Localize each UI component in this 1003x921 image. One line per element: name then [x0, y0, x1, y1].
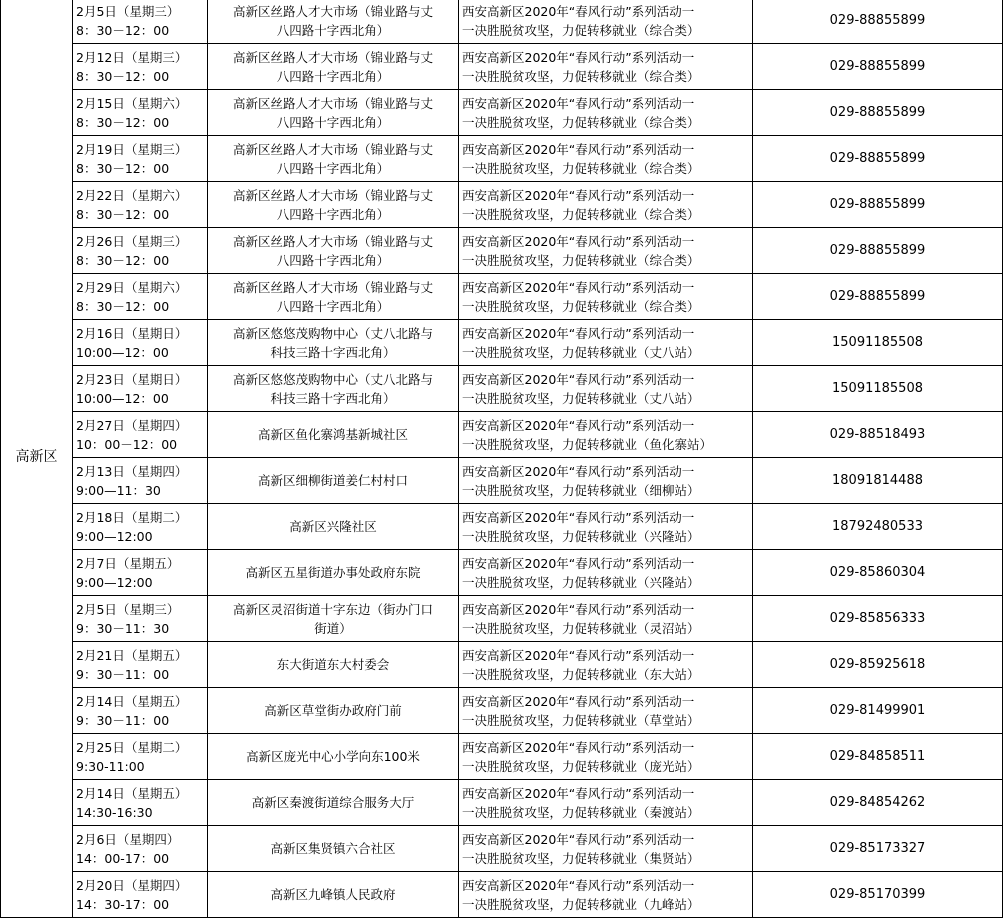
schedule-table-body	[1, 0, 1003, 918]
location-text: 高新区丝路人才大市场（锦业路与丈	[232, 95, 433, 111]
location-text: 高新区悠悠茂购物中心（丈八北路与	[232, 371, 433, 387]
date-time-cell	[73, 182, 208, 228]
location-text-line2: 八四路十字西北角）	[276, 22, 390, 38]
table-row	[1, 228, 1003, 274]
activity-text: 西安高新区2020年“春风行动”系列活动一	[462, 279, 695, 295]
phone-cell	[753, 366, 1003, 412]
location-text: 高新区丝路人才大市场（锦业路与丈	[232, 233, 433, 249]
activity-text-line2: 一决胜脱贫攻坚，力促转移就业（东大站）	[462, 666, 700, 682]
phone-text: 029-81499901	[829, 703, 926, 718]
time-text: 9:30-11:00	[76, 758, 145, 774]
table-row	[1, 596, 1003, 642]
activity-cell	[459, 320, 753, 366]
table-row	[1, 504, 1003, 550]
phone-cell	[753, 642, 1003, 688]
activity-text: 西安高新区2020年“春风行动”系列活动一	[462, 785, 695, 801]
date-time-cell	[73, 780, 208, 826]
date-text: 2月29日（星期六）	[76, 279, 188, 295]
location-text: 高新区秦渡街道综合服务大厅	[251, 795, 415, 810]
location-text-line2: 科技三路十字西北角）	[270, 390, 396, 406]
date-time-cell	[73, 0, 208, 44]
table-row	[1, 550, 1003, 596]
location-text-line2: 八四路十字西北角）	[276, 114, 390, 130]
activity-cell	[459, 596, 753, 642]
activity-cell	[459, 412, 753, 458]
activity-text-line2: 一决胜脱贫攻坚，力促转移就业（集贤站）	[462, 850, 700, 866]
time-text: 9：30－11：00	[76, 666, 170, 682]
date-time-cell	[73, 642, 208, 688]
location-cell	[208, 366, 459, 412]
date-text: 2月21日（星期五）	[76, 647, 188, 663]
activity-cell	[459, 136, 753, 182]
location-cell	[208, 458, 459, 504]
location-text-line2: 八四路十字西北角）	[276, 68, 390, 84]
activity-cell	[459, 780, 753, 826]
location-cell	[208, 274, 459, 320]
phone-text: 15091185508	[832, 381, 923, 396]
location-text: 高新区丝路人才大市场（锦业路与丈	[232, 279, 433, 295]
location-cell	[208, 872, 459, 918]
phone-text: 029-85173327	[829, 841, 926, 856]
phone-text: 029-85925618	[829, 657, 926, 672]
date-time-cell	[73, 458, 208, 504]
activity-text-line2: 一决胜脱贫攻坚，力促转移就业（综合类）	[462, 68, 700, 84]
date-time-cell	[73, 688, 208, 734]
date-time-cell	[73, 412, 208, 458]
table-row	[1, 412, 1003, 458]
table-row	[1, 366, 1003, 412]
activity-cell	[459, 44, 753, 90]
date-time-cell	[73, 274, 208, 320]
table-row	[1, 182, 1003, 228]
activity-text-line2: 一决胜脱贫攻坚，力促转移就业（兴隆站）	[462, 528, 700, 544]
location-text: 高新区兴隆社区	[289, 519, 377, 534]
phone-cell	[753, 734, 1003, 780]
phone-text: 029-85860304	[829, 565, 926, 580]
date-text: 2月25日（星期二）	[76, 739, 188, 755]
activity-cell	[459, 228, 753, 274]
phone-text: 029-88855899	[829, 59, 926, 74]
location-text-line2: 八四路十字西北角）	[276, 298, 390, 314]
location-text: 东大街道东大村委会	[276, 657, 390, 672]
phone-cell	[753, 0, 1003, 44]
date-time-cell	[73, 366, 208, 412]
activity-text-line2: 一决胜脱贫攻坚，力促转移就业（综合类）	[462, 206, 700, 222]
activity-text: 西安高新区2020年“春风行动”系列活动一	[462, 831, 695, 847]
activity-text-line2: 一决胜脱贫攻坚，力促转移就业（综合类）	[462, 252, 700, 268]
phone-text: 029-88855899	[829, 243, 926, 258]
location-cell	[208, 136, 459, 182]
time-text: 8：30－12：00	[76, 68, 170, 84]
activity-text-line2: 一决胜脱贫攻坚，力促转移就业（细柳站）	[462, 482, 700, 498]
activity-text: 西安高新区2020年“春风行动”系列活动一	[462, 95, 695, 111]
activity-text-line2: 一决胜脱贫攻坚，力促转移就业（综合类）	[462, 22, 700, 38]
location-text-line2: 八四路十字西北角）	[276, 206, 390, 222]
activity-text-line2: 一决胜脱贫攻坚，力促转移就业（庞光站）	[462, 758, 700, 774]
phone-cell	[753, 596, 1003, 642]
time-text: 8：30－12：00	[76, 160, 170, 176]
table-row	[1, 642, 1003, 688]
table-row	[1, 44, 1003, 90]
phone-text: 029-85170399	[829, 887, 926, 902]
phone-cell	[753, 458, 1003, 504]
activity-cell	[459, 90, 753, 136]
activity-text-line2: 一决胜脱贫攻坚，力促转移就业（草堂站）	[462, 712, 700, 728]
activity-text-line2: 一决胜脱贫攻坚，力促转移就业（丈八站）	[462, 344, 700, 360]
location-cell	[208, 642, 459, 688]
phone-text: 029-88855899	[829, 289, 926, 304]
phone-text: 029-88855899	[829, 151, 926, 166]
activity-cell	[459, 688, 753, 734]
table-row	[1, 458, 1003, 504]
date-text: 2月22日（星期六）	[76, 187, 188, 203]
location-text: 高新区集贤镇六合社区	[270, 841, 396, 856]
activity-text: 西安高新区2020年“春风行动”系列活动一	[462, 509, 695, 525]
phone-cell	[753, 826, 1003, 872]
phone-text: 029-88855899	[829, 105, 926, 120]
time-text: 10：00－12：00	[76, 436, 178, 452]
phone-cell	[753, 44, 1003, 90]
phone-cell	[753, 320, 1003, 366]
table-row	[1, 826, 1003, 872]
location-cell	[208, 688, 459, 734]
location-text: 高新区九峰镇人民政府	[270, 887, 396, 902]
activity-text: 西安高新区2020年“春风行动”系列活动一	[462, 325, 695, 341]
time-text: 9:00—12:00	[76, 528, 153, 544]
location-cell	[208, 320, 459, 366]
activity-text: 西安高新区2020年“春风行动”系列活动一	[462, 49, 695, 65]
date-time-cell	[73, 228, 208, 274]
phone-text: 18792480533	[832, 519, 923, 534]
activity-text-line2: 一决胜脱贫攻坚，力促转移就业（综合类）	[462, 160, 700, 176]
time-text: 9:00—11：30	[76, 482, 161, 498]
activity-text: 西安高新区2020年“春风行动”系列活动一	[462, 601, 695, 617]
activity-text: 西安高新区2020年“春风行动”系列活动一	[462, 463, 695, 479]
location-text: 高新区悠悠茂购物中心（丈八北路与	[232, 325, 433, 341]
location-text: 高新区丝路人才大市场（锦业路与丈	[232, 141, 433, 157]
time-text: 9:00—12:00	[76, 574, 153, 590]
date-text: 2月5日（星期三）	[76, 3, 180, 19]
activity-text-line2: 一决胜脱贫攻坚，力促转移就业（灵沼站）	[462, 620, 700, 636]
location-text: 高新区鱼化寨鸿基新城社区	[257, 427, 408, 442]
date-text: 2月18日（星期二）	[76, 509, 188, 525]
location-cell	[208, 182, 459, 228]
date-time-cell	[73, 826, 208, 872]
location-cell	[208, 90, 459, 136]
activity-cell	[459, 366, 753, 412]
activity-text: 西安高新区2020年“春风行动”系列活动一	[462, 647, 695, 663]
location-cell	[208, 504, 459, 550]
location-cell	[208, 44, 459, 90]
phone-cell	[753, 504, 1003, 550]
date-time-cell	[73, 320, 208, 366]
activity-cell	[459, 826, 753, 872]
activity-cell	[459, 734, 753, 780]
date-text: 2月19日（星期三）	[76, 141, 188, 157]
phone-text: 029-88855899	[829, 197, 926, 212]
phone-cell	[753, 274, 1003, 320]
phone-cell	[753, 872, 1003, 918]
table-row	[1, 136, 1003, 182]
phone-cell	[753, 90, 1003, 136]
table-row	[1, 734, 1003, 780]
phone-cell	[753, 780, 1003, 826]
activity-text: 西安高新区2020年“春风行动”系列活动一	[462, 417, 695, 433]
activity-cell	[459, 274, 753, 320]
table-row	[1, 688, 1003, 734]
activity-cell	[459, 550, 753, 596]
location-text-line2: 八四路十字西北角）	[276, 160, 390, 176]
date-text: 2月27日（星期四）	[76, 417, 188, 433]
location-text-line2: 八四路十字西北角）	[276, 252, 390, 268]
location-text: 高新区细柳街道姜仁村村口	[257, 473, 408, 488]
activity-cell	[459, 182, 753, 228]
activity-text: 西安高新区2020年“春风行动”系列活动一	[462, 739, 695, 755]
time-text: 14：00-17：00	[76, 850, 170, 866]
activity-text-line2: 一决胜脱贫攻坚，力促转移就业（九峰站）	[462, 896, 700, 912]
activity-text: 西安高新区2020年“春风行动”系列活动一	[462, 877, 695, 893]
date-time-cell	[73, 90, 208, 136]
time-text: 14：30-17：00	[76, 896, 170, 912]
date-text: 2月7日（星期五）	[76, 555, 180, 571]
location-cell	[208, 550, 459, 596]
date-text: 2月5日（星期三）	[76, 601, 180, 617]
time-text: 14:30-16:30	[76, 804, 153, 820]
table-row	[1, 0, 1003, 44]
activity-text-line2: 一决胜脱贫攻坚，力促转移就业（丈八站）	[462, 390, 700, 406]
date-time-cell	[73, 596, 208, 642]
activity-text-line2: 一决胜脱贫攻坚，力促转移就业（综合类）	[462, 114, 700, 130]
time-text: 8：30－12：00	[76, 298, 170, 314]
activity-cell	[459, 0, 753, 44]
time-text: 8：30－12：00	[76, 206, 170, 222]
date-text: 2月23日（星期日）	[76, 371, 188, 387]
location-cell	[208, 734, 459, 780]
activity-cell	[459, 872, 753, 918]
phone-cell	[753, 550, 1003, 596]
location-cell	[208, 228, 459, 274]
activity-text: 西安高新区2020年“春风行动”系列活动一	[462, 3, 695, 19]
time-text: 9：30－11：30	[76, 620, 170, 636]
activity-text-line2: 一决胜脱贫攻坚，力促转移就业（秦渡站）	[462, 804, 700, 820]
district-cell: 高新区	[1, 0, 73, 918]
date-time-cell	[73, 504, 208, 550]
location-cell	[208, 596, 459, 642]
location-text: 高新区草堂街办政府门前	[264, 703, 402, 718]
date-text: 2月14日（星期五）	[76, 785, 188, 801]
activity-text: 西安高新区2020年“春风行动”系列活动一	[462, 233, 695, 249]
phone-text: 029-84854262	[829, 795, 926, 810]
date-text: 2月14日（星期五）	[76, 693, 188, 709]
date-time-cell	[73, 734, 208, 780]
date-time-cell	[73, 872, 208, 918]
table-row	[1, 90, 1003, 136]
date-text: 2月13日（星期四）	[76, 463, 188, 479]
activity-text-line2: 一决胜脱贫攻坚，力促转移就业（鱼化寨站）	[462, 436, 713, 452]
phone-cell	[753, 228, 1003, 274]
location-text-line2: 街道）	[314, 620, 352, 636]
date-text: 2月12日（星期三）	[76, 49, 188, 65]
date-time-cell	[73, 550, 208, 596]
location-text-line2: 科技三路十字西北角）	[270, 344, 396, 360]
activity-text-line2: 一决胜脱贫攻坚，力促转移就业（兴隆站）	[462, 574, 700, 590]
phone-text: 18091814488	[832, 473, 923, 488]
time-text: 8：30－12：00	[76, 252, 170, 268]
location-text: 高新区五星街道办事处政府东院	[245, 565, 421, 580]
phone-text: 029-88855899	[829, 13, 926, 28]
activity-text-line2: 一决胜脱贫攻坚，力促转移就业（综合类）	[462, 298, 700, 314]
time-text: 8：30－12：00	[76, 114, 170, 130]
time-text: 9：30－11：00	[76, 712, 170, 728]
phone-text: 029-85856333	[829, 611, 926, 626]
location-text: 高新区灵沼街道十字东边（街办门口	[232, 601, 433, 617]
activity-text: 西安高新区2020年“春风行动”系列活动一	[462, 187, 695, 203]
phone-cell	[753, 182, 1003, 228]
location-cell	[208, 412, 459, 458]
location-text: 高新区丝路人才大市场（锦业路与丈	[232, 187, 433, 203]
location-cell	[208, 780, 459, 826]
date-time-cell	[73, 44, 208, 90]
location-cell	[208, 826, 459, 872]
location-text: 高新区庞光中心小学向东100米	[246, 749, 420, 764]
date-text: 2月16日（星期日）	[76, 325, 188, 341]
table-row	[1, 274, 1003, 320]
activity-text: 西安高新区2020年“春风行动”系列活动一	[462, 693, 695, 709]
date-text: 2月20日（星期四）	[76, 877, 188, 893]
location-text: 高新区丝路人才大市场（锦业路与丈	[232, 49, 433, 65]
phone-text: 15091185508	[832, 335, 923, 350]
activity-cell	[459, 458, 753, 504]
table-row	[1, 780, 1003, 826]
activity-cell	[459, 504, 753, 550]
phone-cell	[753, 136, 1003, 182]
date-text: 2月6日（星期四）	[76, 831, 180, 847]
table-row	[1, 872, 1003, 918]
activity-text: 西安高新区2020年“春风行动”系列活动一	[462, 555, 695, 571]
date-text: 2月15日（星期六）	[76, 95, 188, 111]
phone-cell	[753, 412, 1003, 458]
location-text: 高新区丝路人才大市场（锦业路与丈	[232, 3, 433, 19]
activity-text: 西安高新区2020年“春风行动”系列活动一	[462, 141, 695, 157]
activity-cell	[459, 642, 753, 688]
time-text: 10:00—12：00	[76, 344, 169, 360]
date-time-cell	[73, 136, 208, 182]
date-text: 2月26日（星期三）	[76, 233, 188, 249]
phone-cell	[753, 688, 1003, 734]
phone-text: 029-84858511	[829, 749, 926, 764]
phone-text: 029-88518493	[829, 427, 926, 442]
activity-text: 西安高新区2020年“春风行动”系列活动一	[462, 371, 695, 387]
time-text: 10:00—12：00	[76, 390, 169, 406]
location-cell	[208, 0, 459, 44]
time-text: 8：30－12：00	[76, 22, 170, 38]
table-row	[1, 320, 1003, 366]
